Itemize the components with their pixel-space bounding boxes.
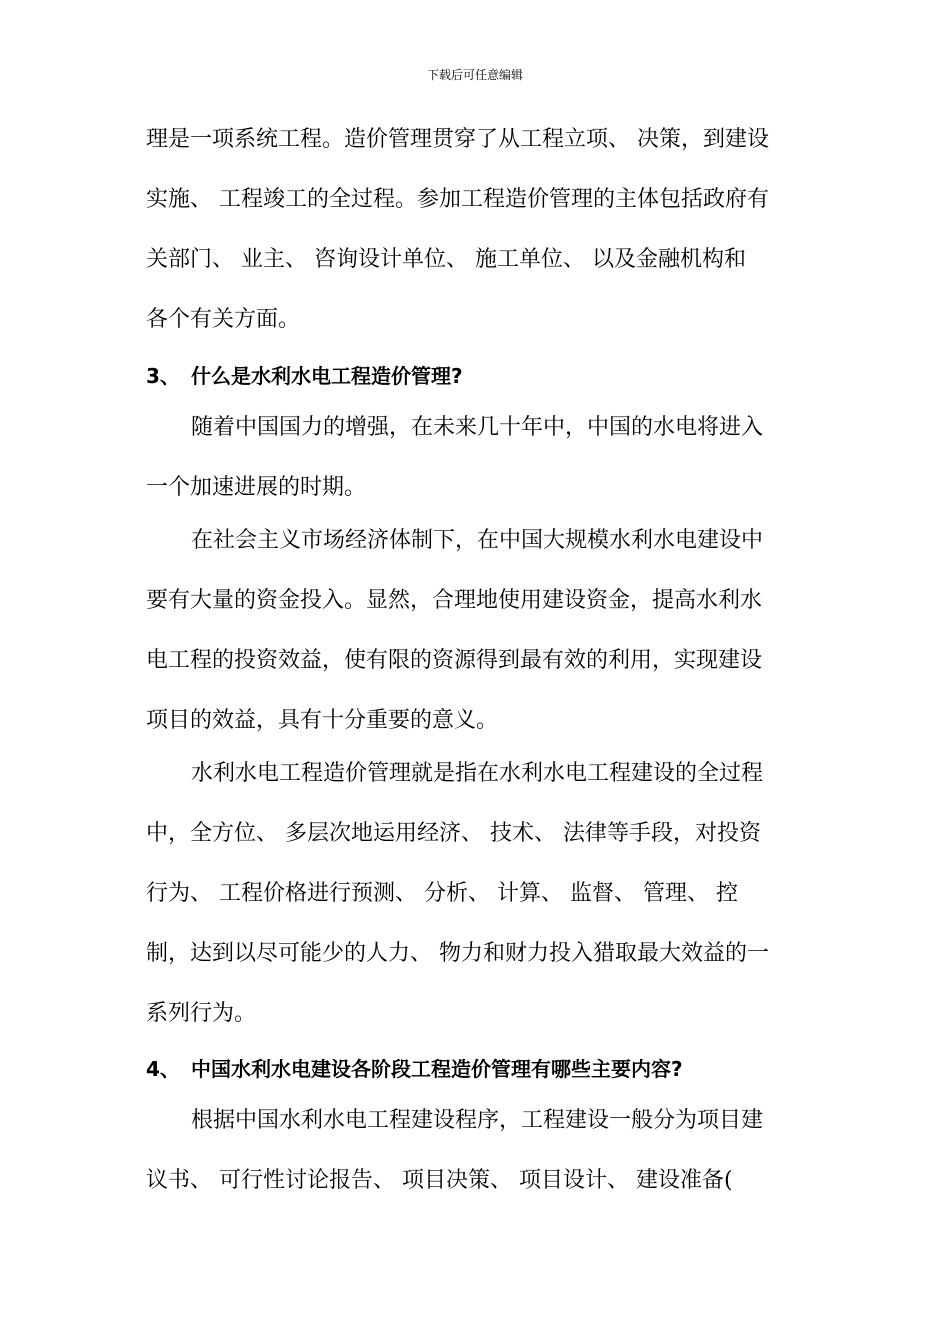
paragraph-line: 关部门、 业主、 咨询设计单位、 施工单位、 以及金融机构和 — [146, 247, 746, 272]
section-heading-3 — [146, 362, 806, 390]
paragraph-line: 理是一项系统工程。造价管理贯穿了从工程立项、 决策，到建设 — [146, 127, 769, 152]
paragraph-line: 一个加速进展的时期。 — [146, 475, 367, 500]
page-header: 下载后可任意编辑 — [426, 68, 523, 82]
section-title: 什么是水利水电工程造价管理? — [191, 364, 463, 388]
paragraph-line: 议书、 可行性讨论报告、 项目决策、 项目设计、 建设准备( — [146, 1168, 733, 1193]
paragraph-line: 电工程的投资效益，使有限的资源得到最有效的利用，实现建设 — [146, 648, 763, 673]
paragraph-line: 中，全方位、 多层次地运用经济、 技术、 法律等手段，对投资 — [146, 821, 761, 846]
paragraph-line: 项目的效益，具有十分重要的意义。 — [146, 708, 499, 733]
section-number: 3、 — [146, 364, 180, 388]
section-heading-4 — [146, 1055, 806, 1083]
paragraph-line: 水利水电工程造价管理就是指在水利水电工程建设的全过程 — [191, 761, 764, 786]
paragraph-line: 随着中国国力的增强，在未来几十年中，中国的水电将进入 — [191, 415, 764, 440]
paragraph-line: 行为、 工程价格进行预测、 分析、 计算、 监督、 管理、 控 — [146, 881, 738, 906]
paragraph-line: 在社会主义市场经济体制下，在中国大规模水利水电建设中 — [191, 528, 764, 553]
section-number: 4、 — [146, 1057, 180, 1081]
section-title: 中国水利水电建设各阶段工程造价管理有哪些主要内容? — [191, 1057, 683, 1081]
paragraph-line: 实施、 工程竣工的全过程。参加工程造价管理的主体包括政府有 — [146, 187, 769, 212]
paragraph-line: 制，达到以尽可能少的人力、 物力和财力投入猎取最大效益的一 — [146, 941, 769, 966]
paragraph-line: 要有大量的资金投入。显然，合理地使用建设资金，提高水利水 — [146, 588, 763, 613]
paragraph-line: 系列行为。 — [146, 1001, 257, 1026]
paragraph-line: 各个有关方面。 — [146, 307, 301, 332]
paragraph-line: 根据中国水利水电工程建设程序，工程建设一般分为项目建 — [191, 1108, 764, 1133]
